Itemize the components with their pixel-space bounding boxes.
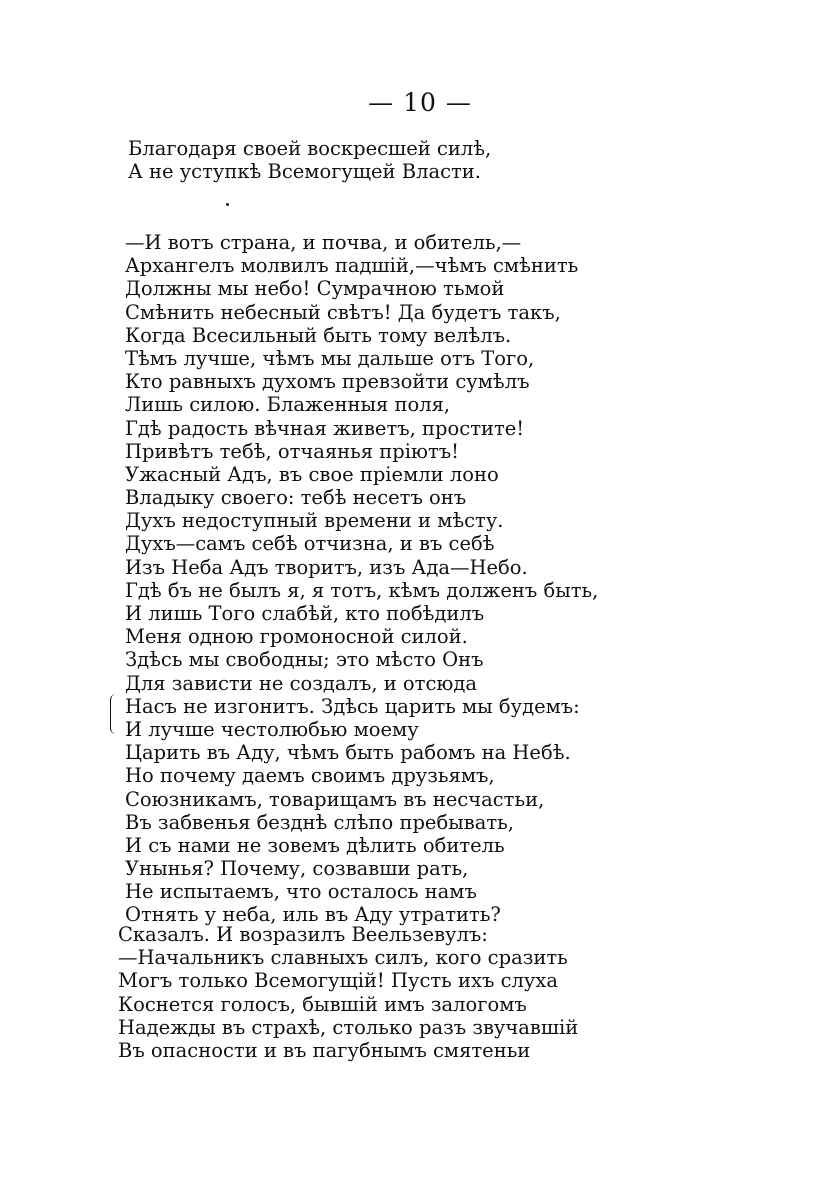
verse-line: И лучше честолюбью моему <box>125 717 419 741</box>
verse-line: Отнять у неба, иль въ Аду утратить? <box>125 903 501 927</box>
verse-line: Духъ недоступный времени и мѣсту. <box>125 509 504 533</box>
verse-line: Союзникамъ, товарищамъ въ несчастьи, <box>125 787 545 811</box>
verse-line: Привѣтъ тебѣ, отчаянья пріютъ! <box>125 439 460 463</box>
ink-speck <box>226 203 229 206</box>
verse-line: Коснется голосъ, бывшій имъ залогомъ <box>118 992 527 1016</box>
verse-line: Могъ только Всемогущій! Пусть ихъ слуха <box>118 969 558 993</box>
verse-line: Ужасный Адъ, въ свое пріемли лоно <box>125 462 499 486</box>
verse-line: Надежды въ страхѣ, столько разъ звучавшій <box>118 1015 579 1039</box>
verse-line: Но почему даемъ своимъ друзьямъ, <box>125 764 495 788</box>
verse-line: Въ забвенья безднѣ слѣпо пребывать, <box>125 810 514 834</box>
verse-line: Сказалъ. И возразилъ Веельзевулъ: <box>118 923 488 946</box>
verse-line: Унынья? Почему, созвавши рать, <box>125 857 469 881</box>
verse-line: —И вотъ страна, и почва, и обитель,— <box>125 231 522 254</box>
verse-line: Владыку своего: тебѣ несетъ онъ <box>125 486 467 510</box>
verse-line: Въ опасности и въ пагубнымъ смятеньи <box>118 1038 531 1062</box>
page-number: — 10 — <box>368 88 472 117</box>
stanza-1 <box>128 137 491 183</box>
verse-line: Лишь силою. Блаженныя поля, <box>125 393 451 417</box>
verse-line: Не испытаемъ, что осталось намъ <box>125 880 477 904</box>
verse-line: Смѣнить небесный свѣтъ! Да будетъ такъ, <box>125 300 561 324</box>
verse-line: Кто равныхъ духомъ превзойти сумѣлъ <box>125 370 530 394</box>
verse-line: Должны мы небо! Сумрачною тьмой <box>125 277 505 301</box>
verse-line: Изъ Неба Адъ творитъ, изъ Ада—Небо. <box>125 555 528 579</box>
verse-line: Благодаря своей воскресшей силѣ, <box>128 137 492 160</box>
verse-line: Здѣсь мы свободны; это мѣсто Онъ <box>125 648 484 672</box>
stanza-2 <box>125 231 598 927</box>
verse-line: Гдѣ радость вѣчная живетъ, простите! <box>125 416 525 440</box>
verse-line: Духъ—самъ себѣ отчизна, и въ себѣ <box>125 532 495 556</box>
verse-line: Меня одною громоносной силой. <box>125 625 468 649</box>
verse-line: А не уступкѣ Всемогущей Власти. <box>128 160 481 184</box>
margin-bracket <box>110 694 117 734</box>
verse-line: Насъ не изгонитъ. Здѣсь царить мы будемъ: <box>125 694 580 718</box>
verse-line: Архангелъ молвилъ падшій,—чѣмъ смѣнить <box>125 254 579 278</box>
verse-line: Когда Всесильный быть тому велѣлъ. <box>125 323 512 347</box>
verse-line: Царить въ Аду, чѣмъ быть рабомъ на Небѣ. <box>125 741 571 765</box>
stanza-3 <box>118 923 578 1062</box>
verse-line: И лишь Того слабѣй, кто побѣдилъ <box>125 602 485 625</box>
verse-line: Для зависти не создалъ, и отсюда <box>125 671 477 695</box>
verse-line: Тѣмъ лучше, чѣмъ мы дальше отъ Того, <box>125 346 535 370</box>
verse-line: —Начальникъ славныхъ силъ, кого сразить <box>118 946 568 970</box>
verse-line: И съ нами не зовемъ дѣлить обитель <box>125 833 505 857</box>
verse-line: Гдѣ бъ не былъ я, я тотъ, кѣмъ долженъ быть, <box>125 578 599 602</box>
